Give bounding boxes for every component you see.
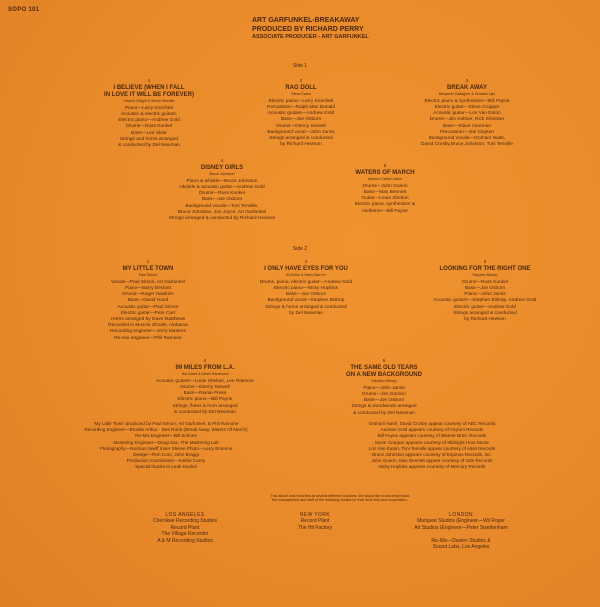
- track-block: [84, 78, 214, 149]
- credit-line: by Richard Hewson: [280, 142, 322, 148]
- credit-line: & conducted by Del Newman: [174, 409, 236, 415]
- text-line: Bruce Johnston appears courtesy of Equinox Records, Inc.: [372, 452, 492, 458]
- text-line: Cherokee Recording Studios: [153, 518, 217, 525]
- track-number: 2: [304, 259, 308, 264]
- track-title: I BELIEVE (WHEN I FALL: [113, 85, 185, 92]
- credit-line: Bruce Johnston, Jon Joyce, Art Garfunkel: [177, 209, 267, 215]
- track-title: BREAK AWAY: [447, 85, 487, 92]
- credit-line: Strings arranged & conducted: [269, 136, 333, 142]
- text-line: Lon Van Eaton, Toni Tennille appear courtesy of A&M Records: [368, 445, 496, 451]
- text-line: John Guerin, Max Bennett appear courtesy of Ode Records: [371, 458, 493, 464]
- track-title: RAG DOLL: [285, 85, 317, 92]
- credit-line: Drums—Russ Kunkel: [462, 279, 508, 285]
- credit-line: Acoustic guitar—Lon Van Eaton: [433, 111, 501, 117]
- credit-line: Background vocal—Stephen Bishop: [267, 298, 345, 304]
- credit-line: Electric guitar—Pete Carr: [120, 310, 176, 316]
- text-line: Record Plant: [170, 524, 200, 531]
- text-line: Graham Nash, David Crosby appear courtesy of ABC Records: [368, 421, 496, 426]
- credit-line: Horns arranged by Dave Matthews: [110, 317, 186, 323]
- credit-line: Electric guitar—Andrew Gold: [454, 304, 516, 310]
- track-title: LOOKING FOR THE RIGHT ONE: [439, 266, 531, 273]
- album-title: ART GARFUNKEL-BREAKAWAY: [252, 17, 360, 24]
- recorded-locations-note: This album was recorded at several different locations. We would like to sincerely thank the management and staff of the following studios for their kind help and cooperation.: [270, 494, 410, 503]
- credit-line: Strings and horns arranged: [119, 136, 179, 142]
- credit-line: Bass—Joe Osborn: [201, 197, 243, 203]
- credit-line: Piano & whistle—Bruce Johnston: [186, 178, 258, 184]
- credit-line: Piano—Larry Knechtel: [125, 105, 173, 111]
- track-number: 4: [203, 358, 207, 363]
- track-writer: Antonio Carlos Jobim: [367, 177, 403, 182]
- credit-line: Bass—Joe Osborn: [464, 286, 506, 291]
- credit-line: Drums—Russ Kunkel: [199, 191, 245, 197]
- credit-line: Drums—Jim Keltner, Rick Shlosser: [429, 117, 505, 123]
- track-writer: Paul Simon: [138, 273, 158, 278]
- track-number: 2: [299, 78, 303, 83]
- text-line: Photography—Norman Seeff Inner Sleeve Photo—Larry Emerine: [99, 445, 233, 451]
- credit-line: Drums—John Guerin: [362, 183, 408, 189]
- track-block: [236, 78, 366, 148]
- studio-list: [270, 518, 360, 531]
- track-title: WATERS OF MARCH: [355, 170, 415, 177]
- credit-line: Re-mix engineer—Phil Ramone: [114, 335, 182, 341]
- credit-line: David Crosby,Bruce Johnston, Toni Tennille: [421, 142, 513, 148]
- credit-line: mellotron—Bill Payne: [362, 208, 408, 214]
- text-line: Bill Payne appears courtesy of Warner Bros. Records: [377, 433, 487, 439]
- credit-line: Bass—Max Bennett: [363, 190, 407, 195]
- text-line: The Hit Factory: [297, 524, 333, 531]
- track-block: [400, 259, 570, 323]
- studios-new-york: [270, 512, 360, 531]
- credit-line: Bass—Joe Osborn: [280, 117, 322, 123]
- track-number: 4: [220, 158, 224, 163]
- credit-line: Piano—John Jarvis: [464, 292, 506, 298]
- credit-line: Guitar—Louie Shelton: [361, 196, 409, 202]
- track-title: THE SAME OLD TEARS: [350, 365, 418, 372]
- track-title: I ONLY HAVE EYES FOR YOU: [264, 266, 348, 273]
- text-line: Recording Engineer—Brooks Arthur · Dee Robb (Break Away, Waters Of March): [84, 427, 248, 433]
- credit-line: Vocals—Paul Simon, Art Garfunkel: [110, 279, 186, 285]
- track-block: [78, 259, 218, 342]
- studio-list: [140, 518, 230, 544]
- studio-city: NEW YORK: [299, 512, 331, 518]
- credit-line: Percussion—Joe Clayton: [440, 129, 494, 135]
- credit-line: Electric guitar—Steve Cropper: [434, 105, 500, 110]
- credit-line: Electric piano—Bill Payne: [177, 397, 233, 403]
- track-number: 3: [465, 78, 469, 83]
- credit-line: Drums—Denny Seiwell: [276, 123, 326, 129]
- courtesy-credits: [332, 421, 532, 471]
- side-1-label: Side 1: [292, 63, 308, 69]
- credit-line: Strings & woodwinds arranged: [351, 404, 417, 410]
- credit-line: Bass—Lee Sklar: [131, 130, 167, 136]
- associate-producer-line: ASSOCIATE PRODUCER - ART GARFUNKEL: [252, 34, 369, 40]
- production-credits: [66, 421, 266, 471]
- credit-line: Acoustic guitars—Louie Shelton, Lee Ritenour: [155, 378, 255, 384]
- credit-line: Recording engineer—Jerry Masters: [110, 329, 186, 335]
- credit-line: Background vocals—Graham Nash,: [428, 136, 506, 142]
- album-header: [252, 17, 369, 41]
- track-title: ON A NEW BACKGROUND: [346, 372, 422, 379]
- text-line: Marquee Studios (Engineer—Wil Roper: [417, 518, 505, 525]
- credit-line: Percussion—Ralph Mac Donald: [267, 105, 335, 110]
- track-number: 1: [146, 259, 150, 264]
- credit-line: Strings arranged & conducted by Richard Hewson: [168, 216, 276, 222]
- credit-line: Bass—Klaus Voorman: [443, 123, 491, 129]
- text-line: Steve Cropper appears courtesy of Midnight Hour Music: [374, 439, 490, 445]
- track-number: 3: [483, 259, 487, 264]
- credit-line: Electric piano & synthesizer—Bill Payne: [424, 98, 510, 104]
- credit-line: Electric piano—Nicky Hopkins: [274, 286, 338, 291]
- producer-line: PRODUCED BY RICHARD PERRY: [252, 25, 364, 33]
- track-block: [314, 358, 454, 417]
- credit-line: by Richard Hewson: [464, 317, 506, 323]
- track-title: MY LITTLE TOWN: [122, 266, 174, 273]
- credit-line: Recorded in Muscle Shoals, Alabama: [108, 323, 188, 329]
- credit-line: Bass—Reinie Press: [183, 391, 227, 397]
- credit-line: Bass—David Hood: [127, 298, 169, 304]
- credit-line: Drums—Denny Seiwell: [180, 385, 230, 390]
- track-writer: Hal David & Albert Hammond: [181, 372, 229, 377]
- text-line: Design—Ron Coro, John Braggi: [133, 452, 199, 458]
- track-title: DISNEY GIRLS: [200, 165, 244, 172]
- credit-line: Ukelele & acoustic guitar—Andrew Gold: [179, 185, 265, 190]
- track-number: 1: [147, 78, 151, 83]
- text-line: Re-Mix Engineer—Bill Schnee: [135, 433, 197, 439]
- credit-line: Drums—Russ Kunkel: [126, 124, 172, 130]
- text-line: A & M Recording Studios: [157, 537, 213, 544]
- credit-line: Drums—Jim Gordon: [362, 392, 406, 397]
- text-line: Air Studios (Engineer—Peter Swettenham: [414, 524, 508, 531]
- credit-line: Drums, piano, electric guitar—Andrew Gold: [259, 279, 353, 285]
- track-writer: Al Dubin & Harry Warren: [286, 273, 326, 278]
- side-2-label: Side 2: [292, 246, 308, 252]
- track-block: [142, 158, 302, 222]
- track-writer: Bruce Johnston: [209, 172, 235, 177]
- text-line: Special thanks to Leah Kunkel: [135, 464, 197, 470]
- studios-london: [396, 512, 526, 550]
- track-writer: Steve Eaton: [291, 92, 311, 97]
- track-number: 5: [383, 163, 387, 168]
- credit-line: Bass—Joe Osborn: [363, 398, 405, 404]
- text-line: The Village Recorder: [161, 531, 209, 538]
- credit-line: Strings, flutes & horn arranged: [172, 403, 238, 409]
- track-writer: Stephen Bishop: [472, 273, 498, 278]
- text-line: Mastering Engineer—Doug Sax, The Mastering Lab: [113, 439, 219, 445]
- text-line: Sound Labs, Los Angeles: [432, 544, 490, 551]
- catalog-number: SOPO 101: [8, 7, 40, 13]
- text-line: Andrew Gold appears courtesy of Asylum Records: [380, 427, 484, 433]
- track-writer: Benjamin Gallagher & Graham Lyle: [438, 92, 496, 97]
- text-line: Re-Mix—Davlen Studios &: [431, 537, 491, 544]
- text-line: Record Plant: [300, 518, 330, 525]
- credit-line: by Del Newman: [289, 310, 323, 316]
- credit-line: Strings arranged & conducted: [453, 310, 517, 316]
- track-block: [130, 358, 280, 416]
- credit-line: Acoustic guitars—Stephen Bishop, Andrew Gold: [433, 298, 537, 304]
- studio-city: LONDON: [449, 512, 473, 518]
- track-writer: Yvonne Wright & Stevie Wonder: [123, 99, 175, 104]
- track-block: [320, 163, 450, 215]
- credit-line: Background vocals—Toni Tennille,: [185, 203, 259, 209]
- credit-line: Electric piano—Andrew Gold: [118, 118, 180, 124]
- studios-los-angeles: [140, 512, 230, 544]
- credit-line: Strings & horns arranged & conducted: [265, 304, 347, 310]
- credit-line: Piano—John Jarvis: [363, 385, 405, 391]
- track-block: [392, 78, 542, 148]
- credit-line: Acoustic & electric guitars,: [120, 112, 178, 117]
- track-writer: Stephen Bishop: [371, 379, 397, 384]
- credit-line: Bass—Joe Osborn: [285, 292, 327, 298]
- credit-line: Electric piano—Larry Knechtel: [268, 98, 334, 104]
- text-line: 'My Little Town' produced by Paul Simon, Art Garfunkel, & Phil Ramone: [93, 421, 239, 426]
- track-block: [236, 259, 376, 317]
- credit-line: Piano—Barry Beckett: [125, 286, 171, 291]
- credit-line: & conducted by Del Newman: [118, 143, 180, 149]
- credit-line: Background vocal—John Jarvis: [267, 129, 335, 135]
- credit-line: & conducted by Del Newman: [353, 410, 415, 416]
- track-number: 5: [382, 358, 386, 363]
- studio-city: LOS ANGELES: [165, 512, 205, 518]
- credit-line: Acoustic guitar—Paul Simon: [117, 304, 179, 310]
- text-line: Nicky Hopkins appears courtesy of Mercury Records: [378, 464, 486, 470]
- track-title: IN LOVE IT WILL BE FOREVER): [104, 92, 194, 99]
- credit-line: Acoustic guitars—Andrew Gold: [267, 111, 335, 117]
- credit-line: Electric piano, synthesizer &: [354, 202, 416, 208]
- text-line: Production Coordinator—Kathie Carey: [126, 458, 206, 464]
- studio-list: [396, 518, 526, 550]
- track-title: 99 MILES FROM L.A.: [175, 365, 235, 372]
- credit-line: Drums—Roger Hawkins: [122, 292, 174, 298]
